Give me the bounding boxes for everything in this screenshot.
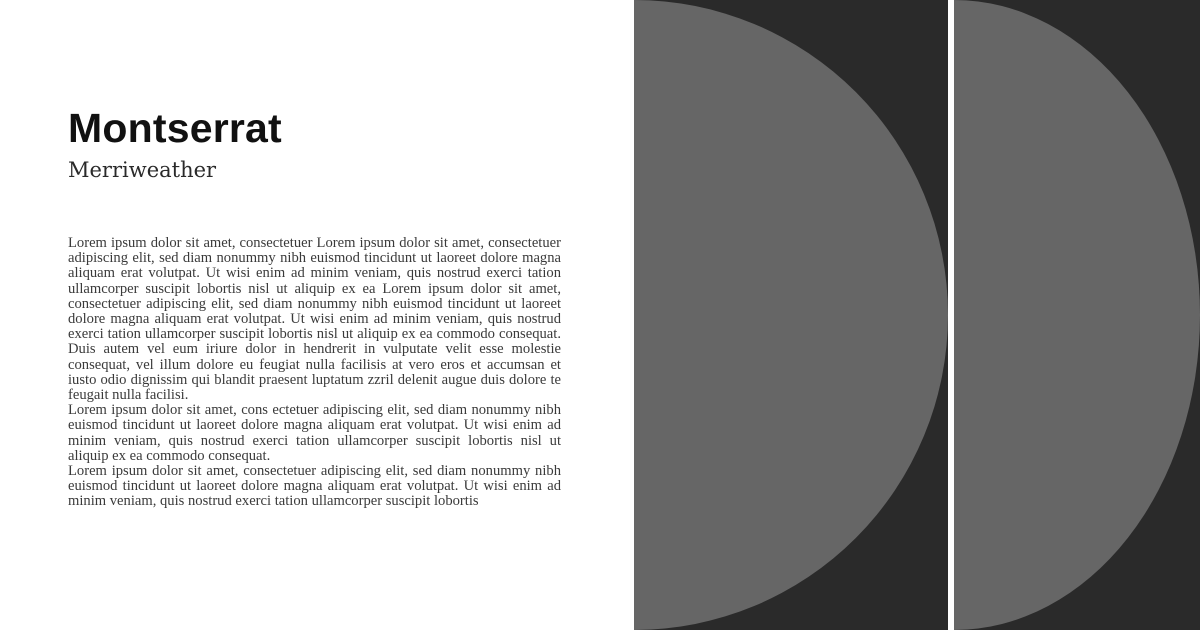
half-circle-graphic — [954, 0, 1200, 630]
subheading-sample: Merriweather — [68, 158, 217, 182]
dark-panel-left — [634, 0, 948, 630]
body-paragraph: Lorem ipsum dolor sit amet, consectetuer Lorem ipsum dolor sit amet, consectetuer adipiscing elit, sed diam nonummy nibh euismod tincidunt ut laoreet dolore magna aliquam erat volutpat. Ut wisi enim ad minim veniam, quis nostrud exerci tation ullamcorper suscipit lobortis nisl ut aliquip ex ea Lorem ipsum dolor sit amet, consectetuer adipiscing elit, sed diam nonummy nibh euismod tincidunt ut laoreet dolore magna aliquam erat volutpat. Ut wisi enim ad minim veniam, quis nostrud exerci tation ullamcorper suscipit lobortis nisl ut aliquip ex ea commodo consequat. Duis autem vel eum iriure dolor in hendrerit in vulputate velit esse molestie consequat, vel illum dolore eu feugiat nulla facilisis at vero eros et accumsan et iusto odio dignissim qui blandit praesent luptatum zzril delenit augue duis dolore te feugait nulla facilisi. — [68, 235, 561, 404]
decorative-artwork — [634, 0, 1200, 630]
half-circle-graphic — [634, 0, 948, 630]
body-text — [68, 236, 561, 510]
dark-panel-right — [954, 0, 1200, 630]
body-paragraph: Lorem ipsum dolor sit amet, cons ectetuer adipiscing elit, sed diam nonummy nibh euismod tincidunt ut laoreet dolore magna aliquam erat volutpat. Ut wisi enim ad minim veniam, quis nostrud exerci tation ullamcorper suscipit lobortis nisl ut aliquip ex ea commodo consequat. — [68, 402, 561, 464]
body-paragraph: Lorem ipsum dolor sit amet, consectetuer adipiscing elit, sed diam nonummy nibh euismod tincidunt ut laoreet dolore magna aliquam erat volutpat. Ut wisi enim ad minim veniam, quis nostrud exerci tation ullamcorper suscipit lobortis — [68, 463, 561, 510]
text-column — [68, 104, 561, 510]
heading-sample: Montserrat — [68, 105, 282, 151]
